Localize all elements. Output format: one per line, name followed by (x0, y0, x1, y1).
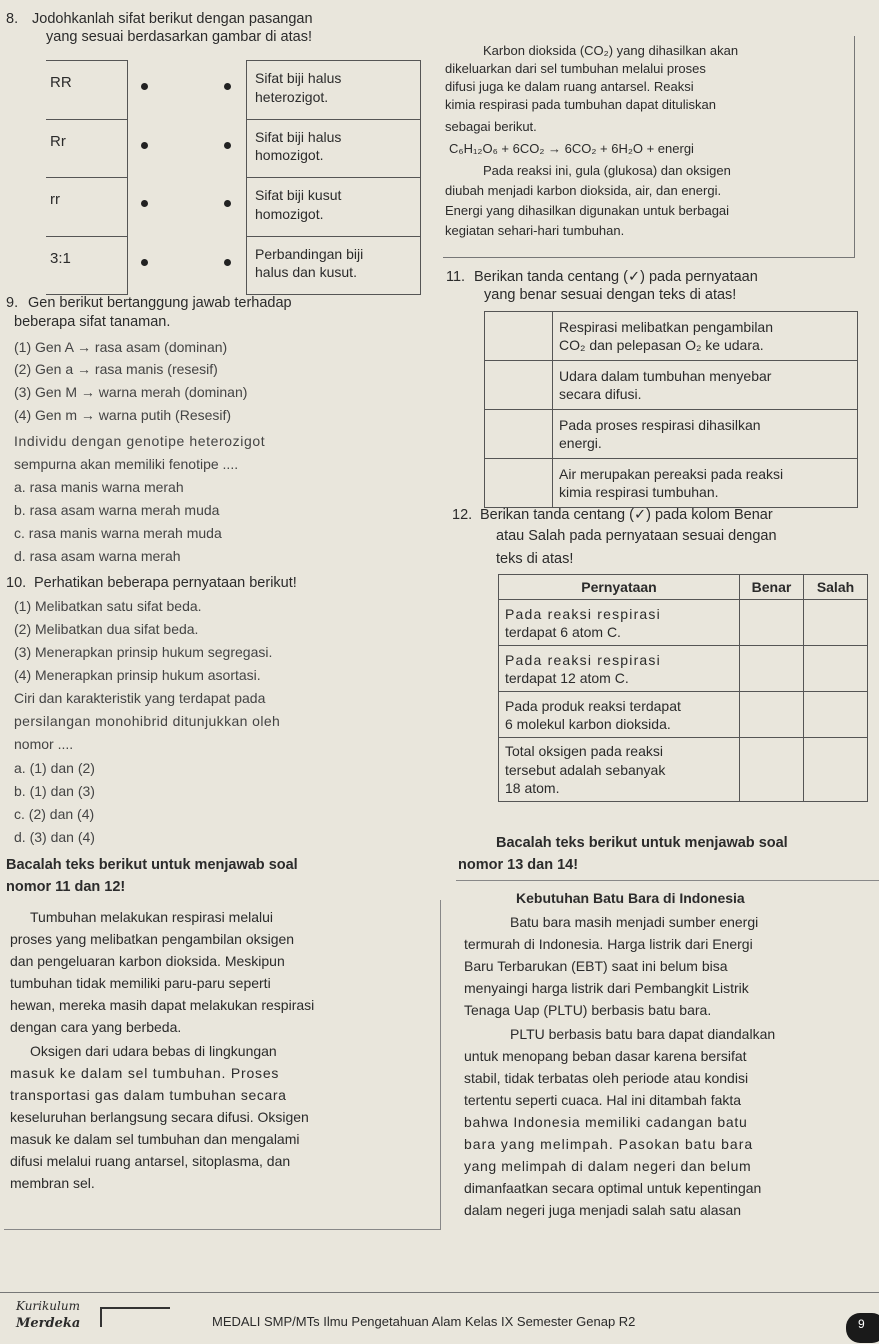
q9-item: (3) Gen M → warna merah (dominan) (14, 384, 248, 400)
passage2-line: Baru Terbarukan (EBT) saat ini belum bisa (464, 958, 728, 974)
q9-item: (1) Gen A → rasa asam (dominan) (14, 339, 228, 355)
passage1-line: proses yang melibatkan pengambilan oksigen (10, 931, 295, 947)
co2-line: kimia respirasi pada tumbuhan dapat dituliskan (445, 97, 716, 112)
q8-number: 8. (6, 11, 19, 27)
table-row (499, 600, 868, 646)
passage2-intro: Bacalah teks berikut untuk menjawab soal (496, 835, 788, 851)
q8-left-item: rr (46, 178, 127, 237)
q10-number: 10. (6, 575, 27, 591)
co2-line: Energi yang dihasilkan digunakan untuk berbagai (445, 203, 730, 218)
co2-line: sebagai berikut. (445, 119, 537, 134)
q11-statement: Pada proses respirasi dihasilkan energi. (553, 410, 858, 459)
q8-right-item: Sifat biji kusut homozigot. (247, 178, 420, 237)
q9-number: 9. (6, 295, 19, 311)
curriculum-logo-line1: Kurikulum (16, 1299, 80, 1313)
q10-item: (4) Menerapkan prinsip hukum asortasi. (14, 667, 261, 683)
co2-line: diubah menjadi karbon dioksida, air, dan energi. (445, 183, 722, 198)
q8-match-dot[interactable] (141, 200, 148, 207)
q10-item: (2) Melibatkan dua sifat beda. (14, 621, 199, 637)
q12-salah-cell[interactable] (804, 692, 868, 738)
q9-option-a[interactable]: a. rasa manis warna merah (14, 479, 184, 495)
passage2-line: termurah di Indonesia. Harga listrik dari Energi (464, 936, 753, 952)
q9-line1: Gen berikut bertanggung jawab terhadap (28, 295, 292, 311)
co2-text-box (443, 36, 855, 258)
passage2-line: Batu bara masih menjadi sumber energi (510, 914, 759, 930)
passage2-box (456, 880, 879, 1218)
q12-statement: Pada produk reaksi terdapat 6 molekul karbon dioksida. (499, 692, 740, 738)
q9-stem: Individu dengan genotipe heterozigot (14, 433, 266, 449)
q10-stem: nomor .... (14, 736, 74, 752)
q11-statement: Respirasi melibatkan pengambilan CO₂ dan pelepasan O₂ ke udara. (553, 312, 858, 361)
q12-benar-cell[interactable] (740, 646, 804, 692)
column-header: Pernyataan (499, 575, 740, 600)
q11-statement: Udara dalam tumbuhan menyebar secara difusi. (553, 361, 858, 410)
table-row (499, 646, 868, 692)
q10-item: (1) Melibatkan satu sifat beda. (14, 598, 202, 614)
column-header: Salah (804, 575, 868, 600)
q9-option-c[interactable]: c. rasa manis warna merah muda (14, 525, 222, 541)
passage1-line: transportasi gas dalam tumbuhan secara (10, 1087, 287, 1103)
q12-benar-cell[interactable] (740, 738, 804, 802)
table-row (499, 692, 868, 738)
passage1-line: hewan, mereka masih dapat melakukan respirasi (10, 997, 315, 1013)
q8-match-dot[interactable] (141, 259, 148, 266)
passage1-line: tumbuhan tidak memiliki paru-paru seperti (10, 975, 271, 991)
passage2-line: bahwa Indonesia memiliki cadangan batu (464, 1114, 748, 1130)
q10-option-a[interactable]: a. (1) dan (2) (14, 760, 95, 776)
q10-option-b[interactable]: b. (1) dan (3) (14, 783, 95, 799)
passage2-line: bara yang melimpah. Pasokan batu bara (464, 1136, 754, 1152)
q11-checkbox-table (484, 311, 858, 508)
q12-true-false-table (498, 574, 868, 802)
passage1-line: Oksigen dari udara bebas di lingkungan (30, 1043, 277, 1059)
passage1-line: difusi melalui ruang antarsel, sitoplasma, dan (10, 1153, 291, 1169)
q11-line2: yang benar sesuai dengan teks di atas! (484, 287, 737, 303)
q10-item: (3) Menerapkan prinsip hukum segregasi. (14, 644, 273, 660)
q11-statement: Air merupakan pereaksi pada reaksi kimia respirasi tumbuhan. (553, 459, 858, 508)
q12-line3: teks di atas! (496, 551, 574, 567)
q9-stem: sempurna akan memiliki fenotipe .... (14, 456, 239, 472)
passage1-line: Tumbuhan melakukan respirasi melalui (30, 909, 274, 925)
q11-line1: Berikan tanda centang (✓) pada pernyataan (474, 269, 758, 285)
q12-benar-cell[interactable] (740, 600, 804, 646)
passage2-line: menyaingi harga listrik dari Pembangkit Listrik (464, 980, 749, 996)
passage2-line: dimanfaatkan secara optimal untuk kepentingan (464, 1180, 762, 1196)
q10-option-d[interactable]: d. (3) dan (4) (14, 829, 95, 845)
footer-book-title: MEDALI SMP/MTs Ilmu Pengetahuan Alam Kelas IX Semester Genap R2 (212, 1314, 636, 1329)
q11-check-cell[interactable] (485, 312, 553, 361)
passage2-line: dalam negeri juga menjadi salah satu alasan (464, 1202, 742, 1218)
q11-check-cell[interactable] (485, 361, 553, 410)
q9-option-d[interactable]: d. rasa asam warna merah (14, 548, 181, 564)
q9-item: (4) Gen m → warna putih (Resesif) (14, 407, 232, 423)
passage1-line: membran sel. (10, 1175, 95, 1191)
q10-line1: Perhatikan beberapa pernyataan berikut! (34, 575, 297, 591)
column-header: Benar (740, 575, 804, 600)
co2-line: difusi juga ke dalam ruang antarsel. Reaksi (445, 79, 694, 94)
passage1-line: keseluruhan berlangsung secara difusi. Oksigen (10, 1109, 309, 1125)
passage1-box (4, 900, 441, 1230)
passage1-intro: Bacalah teks berikut untuk menjawab soal (6, 857, 298, 873)
co2-line: dikeluarkan dari sel tumbuhan melalui proses (445, 61, 706, 76)
page-number: 9 (846, 1313, 879, 1343)
co2-line: Karbon dioksida (CO₂) yang dihasilkan akan (483, 43, 739, 58)
table-row (499, 738, 868, 802)
q12-line2: atau Salah pada pernyataan sesuai dengan (496, 528, 777, 544)
q12-statement: Pada reaksi respirasi terdapat 6 atom C. (499, 600, 740, 646)
q8-left-column (46, 60, 128, 295)
passage2-title: Kebutuhan Batu Bara di Indonesia (516, 890, 745, 906)
passage2-line: yang melimpah di dalam negeri dan belum (464, 1158, 752, 1174)
passage2-line: PLTU berbasis batu bara dapat diandalkan (510, 1026, 776, 1042)
table-row (485, 312, 858, 361)
q11-check-cell[interactable] (485, 410, 553, 459)
q8-matching-table (46, 60, 421, 295)
q8-left-item: Rr (46, 120, 127, 179)
logo-divider (100, 1307, 170, 1327)
q10-option-c[interactable]: c. (2) dan (4) (14, 806, 95, 822)
q8-line1: Jodohkanlah sifat berikut dengan pasangan (32, 11, 313, 27)
q10-stem: Ciri dan karakteristik yang terdapat pada (14, 690, 266, 706)
page-footer (0, 1292, 879, 1344)
q8-right-item: Sifat biji halus homozigot. (247, 120, 420, 179)
co2-line: Pada reaksi ini, gula (glukosa) dan oksigen (483, 163, 731, 178)
passage2-intro: nomor 13 dan 14! (458, 857, 579, 873)
q12-line1: Berikan tanda centang (✓) pada kolom Benar (480, 507, 773, 523)
passage2-line: tertentu seperti cuaca. Hal ini ditambah fakta (464, 1092, 742, 1108)
passage1-line: masuk ke dalam sel tumbuhan dan mengalami (10, 1131, 300, 1147)
q9-item: (2) Gen a → rasa manis (resesif) (14, 361, 218, 377)
q8-match-dot[interactable] (224, 200, 231, 207)
q11-check-cell[interactable] (485, 459, 553, 508)
passage2-line: stabil, tidak terbatas oleh periode atau kondisi (464, 1070, 749, 1086)
q12-benar-cell[interactable] (740, 692, 804, 738)
q8-match-dot[interactable] (224, 83, 231, 90)
q8-line2: yang sesuai berdasarkan gambar di atas! (46, 29, 312, 45)
curriculum-logo-line2: Merdeka (16, 1316, 81, 1331)
q12-statement: Total oksigen pada reaksi tersebut adalah sebanyak 18 atom. (499, 738, 740, 802)
q9-line2: beberapa sifat tanaman. (14, 314, 171, 330)
table-row (485, 459, 858, 508)
table-row (485, 410, 858, 459)
passage2-line: untuk menopang beban dasar karena bersifat (464, 1048, 747, 1064)
passage1-line: masuk ke dalam sel tumbuhan. Proses (10, 1065, 280, 1081)
q12-salah-cell[interactable] (804, 600, 868, 646)
q12-salah-cell[interactable] (804, 646, 868, 692)
q8-match-dot[interactable] (224, 259, 231, 266)
q10-stem: persilangan monohibrid ditunjukkan oleh (14, 713, 281, 729)
q8-right-item: Sifat biji halus heterozigot. (247, 61, 420, 120)
co2-line: kegiatan sehari-hari tumbuhan. (445, 223, 625, 238)
q8-left-item: RR (46, 61, 127, 120)
passage1-line: dengan cara yang berbeda. (10, 1019, 182, 1035)
q9-option-b[interactable]: b. rasa asam warna merah muda (14, 502, 220, 518)
q8-match-dot[interactable] (141, 83, 148, 90)
q11-number: 11. (446, 269, 466, 285)
passage1-line: dan pengeluaran karbon dioksida. Meskipun (10, 953, 285, 969)
table-row (485, 361, 858, 410)
q8-match-dot[interactable] (224, 142, 231, 149)
q12-salah-cell[interactable] (804, 738, 868, 802)
q8-right-column (246, 60, 421, 295)
table-header-row (499, 575, 868, 600)
passage2-line: Tenaga Uap (PLTU) berbasis batu bara. (464, 1002, 712, 1018)
reaction-equation: C₆H₁₂O₆ + 6CO₂ → 6CO₂ + 6H₂O + energi (449, 141, 694, 156)
q8-right-item: Perbandingan biji halus dan kusut. (255, 245, 364, 281)
passage1-intro: nomor 11 dan 12! (6, 879, 126, 895)
q12-statement: Pada reaksi respirasi terdapat 12 atom C. (499, 646, 740, 692)
q8-match-dot[interactable] (141, 142, 148, 149)
q8-left-item: 3:1 (50, 249, 71, 267)
q12-number: 12. (452, 507, 473, 523)
